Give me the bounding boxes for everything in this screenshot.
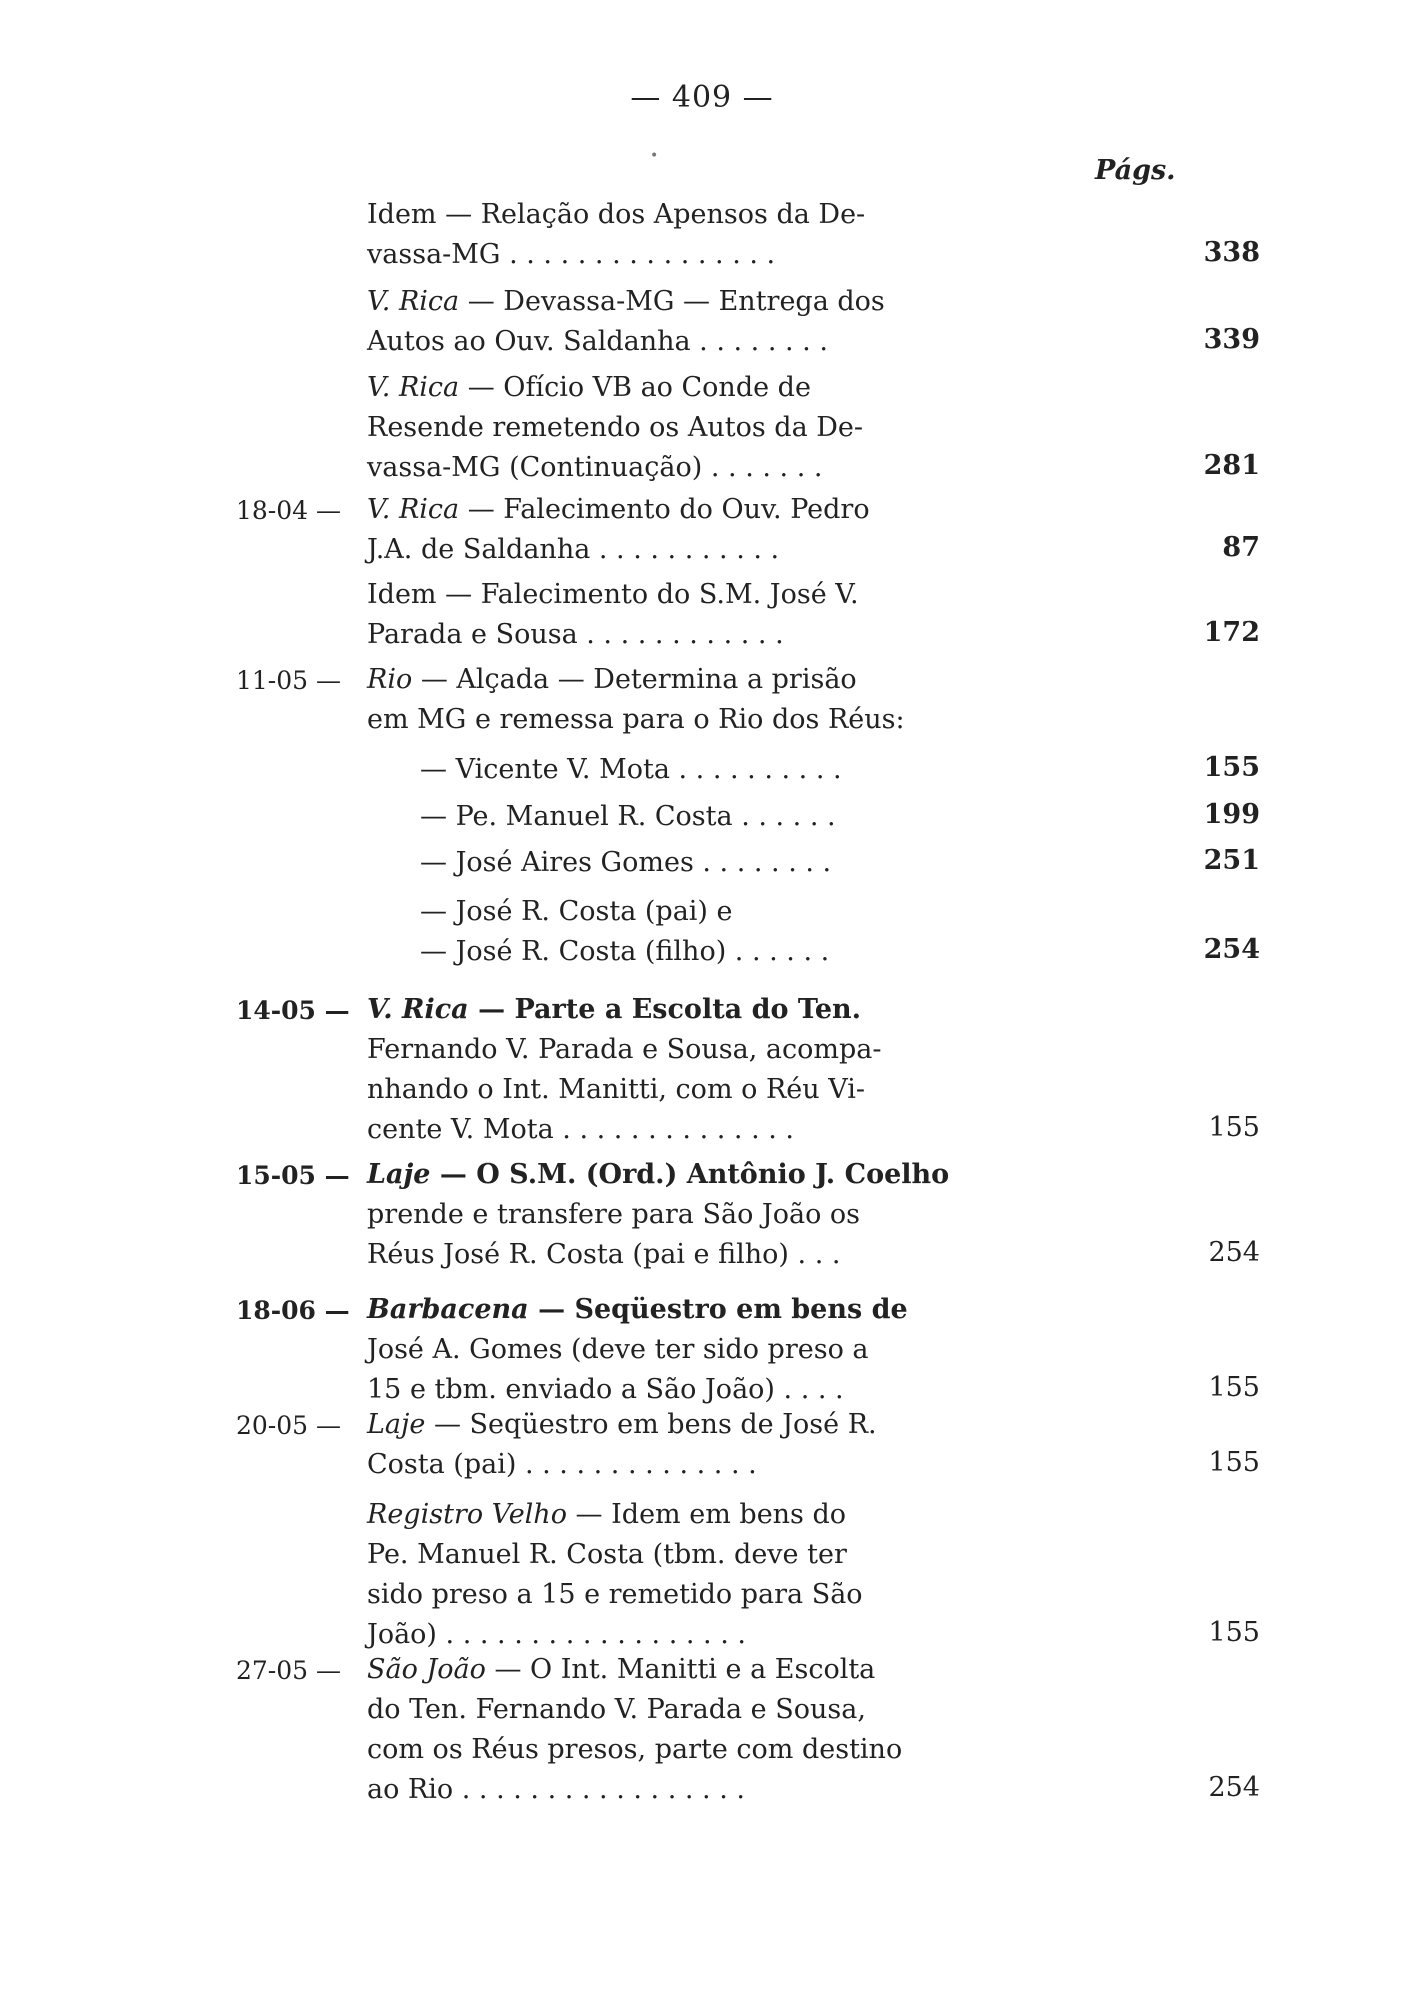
entry-line-text: — José R. Costa (pai) e (420, 896, 733, 927)
entry-line-text: Fernando V. Parada e Sousa, acompa- (367, 1034, 882, 1065)
entry-line (367, 1030, 967, 1070)
entry-line-text: nhando o Int. Manitti, com o Réu Vi- (367, 1074, 866, 1105)
entry-line-text: — Parte a Escolta do Ten. (468, 994, 862, 1025)
entry-date: 11-05 — (236, 666, 342, 695)
pags-column-header: Págs. (1095, 155, 1176, 186)
entry-text (420, 892, 967, 972)
entry-line-text: — Falecimento do Ouv. Pedro (459, 494, 870, 525)
entry-line (367, 1405, 967, 1445)
entry-line (367, 615, 967, 655)
page-number: — 409 — (630, 80, 774, 115)
entry-text (367, 1650, 967, 1810)
entry-text (367, 1405, 967, 1485)
entry-line (420, 843, 967, 883)
entry-date: 14-05 — (236, 996, 350, 1025)
entry-page-number: 254 (1203, 934, 1260, 965)
entry-line-text: — José Aires Gomes . . . . . . . . (420, 847, 832, 878)
entry-line-text: Autos ao Ouv. Saldanha . . . . . . . . (367, 326, 828, 357)
entry-place: Registro Velho (367, 1499, 567, 1530)
entry-line (367, 1235, 967, 1275)
entry-date: 15-05 — (236, 1161, 350, 1190)
entry-line-text: — Vicente V. Mota . . . . . . . . . . (420, 754, 842, 785)
entry-line (367, 1770, 967, 1810)
entry-line-text: 15 e tbm. enviado a São João) . . . . (367, 1374, 844, 1405)
entry-line-text: — Seqüestro em bens de José R. (425, 1409, 877, 1440)
entry-line-text: vassa-MG . . . . . . . . . . . . . . . . (367, 239, 776, 270)
entry-line (367, 660, 967, 700)
entry-page-number: 254 (1208, 1772, 1260, 1803)
entry-page-number: 339 (1203, 324, 1260, 355)
entry-line (367, 448, 967, 488)
entry-line (420, 750, 967, 790)
entry-line (367, 1445, 967, 1485)
entry-place: Barbacena (367, 1294, 529, 1325)
entry-place: Laje (367, 1409, 426, 1440)
entry-line (367, 235, 967, 275)
entry-place: V. Rica (367, 286, 460, 317)
entry-place: V. Rica (367, 994, 469, 1025)
entry-line (367, 1070, 967, 1110)
entry-line (367, 1330, 967, 1370)
entry-line (367, 1290, 967, 1330)
entry-line-text: Costa (pai) . . . . . . . . . . . . . . (367, 1449, 757, 1480)
entry-text (367, 195, 967, 275)
entry-text (367, 660, 967, 740)
entry-text (420, 843, 967, 883)
entry-line (367, 700, 967, 740)
entry-line-text: — Ofício VB ao Conde de (459, 372, 811, 403)
entry-line (367, 530, 967, 570)
entry-place: São João (367, 1654, 486, 1685)
entry-line-text: vassa-MG (Continuação) . . . . . . . (367, 452, 823, 483)
entry-text (367, 1495, 967, 1655)
entry-place: V. Rica (367, 372, 460, 403)
entry-line (420, 932, 967, 972)
entry-line (367, 1155, 967, 1195)
entry-line (367, 408, 967, 448)
entry-line (367, 1495, 967, 1535)
entry-text (367, 368, 967, 488)
entry-line-text: J.A. de Saldanha . . . . . . . . . . . (367, 534, 780, 565)
entry-line-text: em MG e remessa para o Rio dos Réus: (367, 704, 905, 735)
entry-page-number: 155 (1208, 1372, 1260, 1403)
entry-page-number: 172 (1203, 617, 1260, 648)
entry-line-text: — Idem em bens do (566, 1499, 847, 1530)
entry-line-text: prende e transfere para São João os (367, 1199, 861, 1230)
entry-line (367, 1730, 967, 1770)
entry-page-number: 199 (1203, 799, 1260, 830)
entry-line-text: José A. Gomes (deve ter sido preso a (367, 1334, 869, 1365)
entry-page-number: 87 (1222, 532, 1260, 563)
entry-line (367, 368, 967, 408)
entry-line-text: — O S.M. (Ord.) Antônio J. Coelho (430, 1159, 950, 1190)
entry-line (367, 1195, 967, 1235)
entry-place: V. Rica (367, 494, 460, 525)
entry-line-text: cente V. Mota . . . . . . . . . . . . . . (367, 1114, 795, 1145)
entry-line (367, 1110, 967, 1150)
entry-page-number: 251 (1203, 845, 1260, 876)
entry-text (367, 282, 967, 362)
entry-line (367, 1575, 967, 1615)
entry-line-text: ao Rio . . . . . . . . . . . . . . . . . (367, 1774, 745, 1805)
entry-text (367, 990, 967, 1150)
entry-line-text: — Devassa-MG — Entrega dos (459, 286, 885, 317)
entry-line (367, 575, 967, 615)
entry-line (367, 1690, 967, 1730)
entry-line-text: Parada e Sousa . . . . . . . . . . . . (367, 619, 784, 650)
entry-line (367, 322, 967, 362)
entry-date: 27-05 — (236, 1656, 342, 1685)
entry-text (367, 490, 967, 570)
entry-line (367, 1535, 967, 1575)
entry-place: Laje (367, 1159, 431, 1190)
entry-line (367, 490, 967, 530)
entry-place: Rio (367, 664, 413, 695)
entry-text (420, 797, 967, 837)
entry-page-number: 155 (1208, 1617, 1260, 1648)
entry-line-text: Idem — Falecimento do S.M. José V. (367, 579, 859, 610)
entry-text (367, 1155, 967, 1275)
entry-line-text: — O Int. Manitti e a Escolta (485, 1654, 876, 1685)
entry-line-text: João) . . . . . . . . . . . . . . . . . . (367, 1619, 746, 1650)
entry-text (420, 750, 967, 790)
entry-line (367, 195, 967, 235)
entry-line-text: — Seqüestro em bens de (528, 1294, 908, 1325)
entry-text (367, 575, 967, 655)
entry-line-text: — José R. Costa (filho) . . . . . . (420, 936, 830, 967)
entry-line (420, 797, 967, 837)
entry-page-number: 338 (1203, 237, 1260, 268)
entry-line (367, 1615, 967, 1655)
entry-line-text: sido preso a 15 e remetido para São (367, 1579, 863, 1610)
entry-line-text: — Pe. Manuel R. Costa . . . . . . (420, 801, 836, 832)
ink-dot: • (650, 148, 659, 164)
entry-line-text: Resende remetendo os Autos da De- (367, 412, 864, 443)
entry-line-text: com os Réus presos, parte com destino (367, 1734, 903, 1765)
entry-date: 20-05 — (236, 1411, 342, 1440)
entry-page-number: 155 (1203, 752, 1260, 783)
entry-line-text: do Ten. Fernando V. Parada e Sousa, (367, 1694, 866, 1725)
entry-line (367, 1370, 967, 1410)
entry-date: 18-04 — (236, 496, 342, 525)
entry-line-text: Idem — Relação dos Apensos da De- (367, 199, 866, 230)
entry-line (420, 892, 967, 932)
entry-line-text: — Alçada — Determina a prisão (412, 664, 857, 695)
entry-line (367, 282, 967, 322)
entry-page-number: 254 (1208, 1237, 1260, 1268)
entry-line-text: Réus José R. Costa (pai e filho) . . . (367, 1239, 841, 1270)
entry-page-number: 155 (1208, 1112, 1260, 1143)
entry-page-number: 155 (1208, 1447, 1260, 1478)
entry-line (367, 990, 967, 1030)
entry-line (367, 1650, 967, 1690)
entry-line-text: Pe. Manuel R. Costa (tbm. deve ter (367, 1539, 847, 1570)
entry-text (367, 1290, 967, 1410)
entry-page-number: 281 (1203, 450, 1260, 481)
entry-date: 18-06 — (236, 1296, 350, 1325)
